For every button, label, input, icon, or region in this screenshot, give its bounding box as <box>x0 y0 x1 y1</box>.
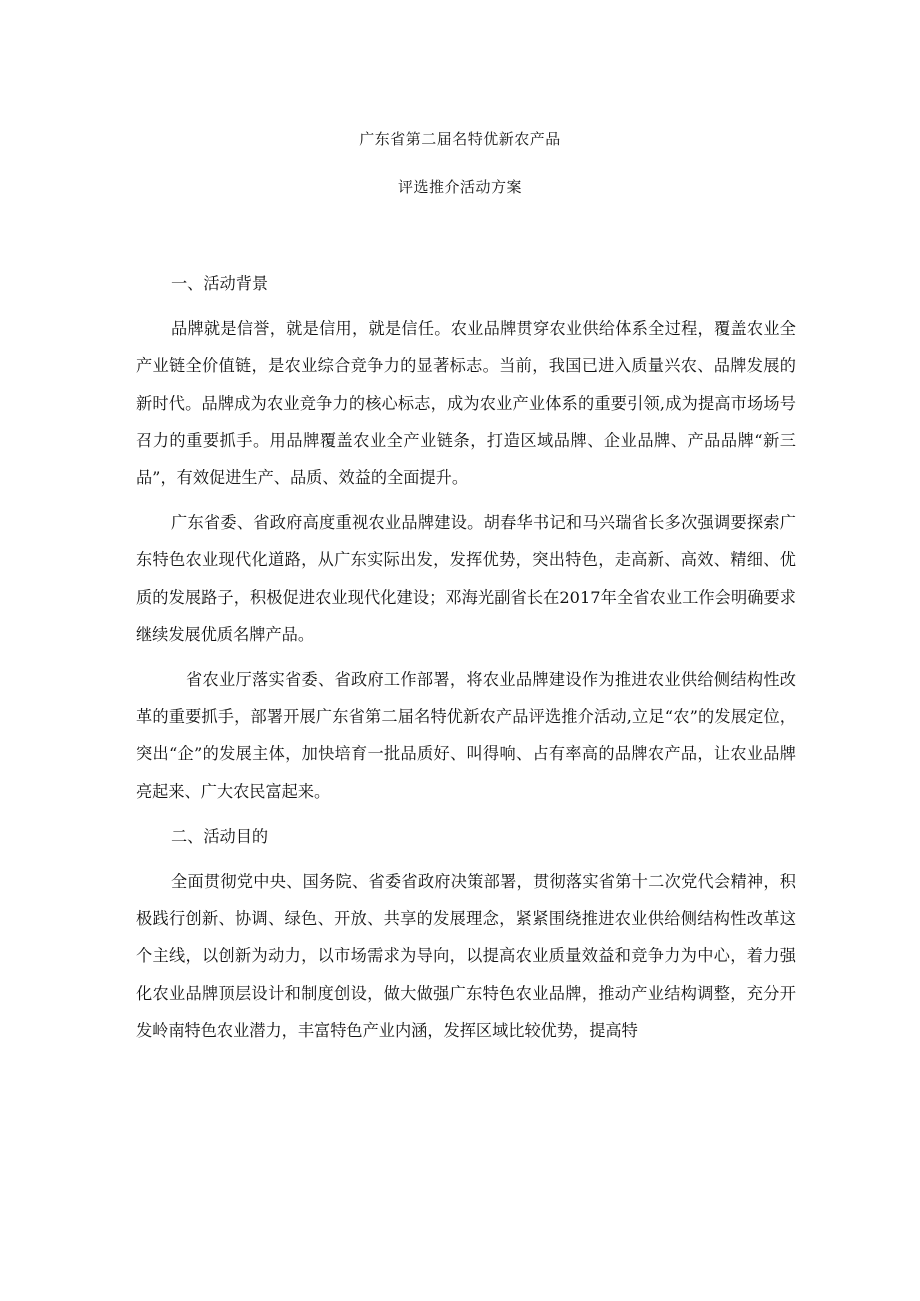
spacer <box>136 496 796 504</box>
section-heading-background: 一、活动背景 <box>171 274 269 293</box>
paragraph-brand-importance: 品牌就是信誉，就是信用，就是信任。农业品牌贯穿农业供给体系全过程，覆盖农业全产业链全价值链，是农业综合竞争力的显著标志。当前，我国已进入质量兴农、品牌发展的新时代。品牌成为农业竞争力的核心标志，成为农业产业体系的重要引领,成为提高市场场号召力的重要抓手。用品牌覆盖农业全产业链条，打造区域品牌、企业品牌、产品品牌“新三品”，有效促进生产、品质、效益的全面提升。 <box>136 319 796 488</box>
paragraph-purpose: 全面贯彻党中央、国务院、省委省政府决策部署，贯彻落实省第十二次党代会精神，积极践行创新、协调、绿色、开放、共享的发展理念，紧紧围绕推进农业供给侧结构性改革这个主线，以创新为动力，以市场需求为导向，以提高农业质量效益和竞争力为中心，着力强化农业品牌顶层设计和制度创设，做大做强广东特色农业品牌，推动产业结构调整，充分开发岭南特色农业潜力，丰富特色产业内涵，发挥区域比较优势，提高特 <box>136 872 796 1040</box>
spacer <box>136 855 796 863</box>
spacer <box>136 302 796 310</box>
paragraph-provincial-emphasis: 广东省委、省政府高度重视农业品牌建设。胡春华书记和马兴瑞省长多次强调要探索广东特色农业现代化道路，从广东实际出发，发挥优势，突出特色，走高新、高效、精细、优质的发展路子，积极促进农业现代化建设；邓海光副省长在2017年全省农业工作会明确要求继续发展优质名牌产品。 <box>136 513 796 644</box>
spacer <box>136 653 796 661</box>
document-body <box>136 265 796 1049</box>
spacer <box>136 810 796 818</box>
document-title-line-2: 评选推介活动方案 <box>397 178 522 196</box>
section-heading-purpose: 二、活动目的 <box>171 826 269 846</box>
paragraph-department-deployment: 省农业厅落实省委、省政府工作部署，将农业品牌建设作为推进农业供给侧结构性改革的重要抓手，部署开展广东省第二届名特优新农产品评选推介活动,立足“农”的发展定位，突出“企”的发展主体，加快培育一批品质好、叫得响、占有率高的品牌农产品，让农业品牌亮起来、广大农民富起来。 <box>136 670 796 801</box>
document-title-line-1: 广东省第二届名特优新农产品 <box>359 130 561 148</box>
